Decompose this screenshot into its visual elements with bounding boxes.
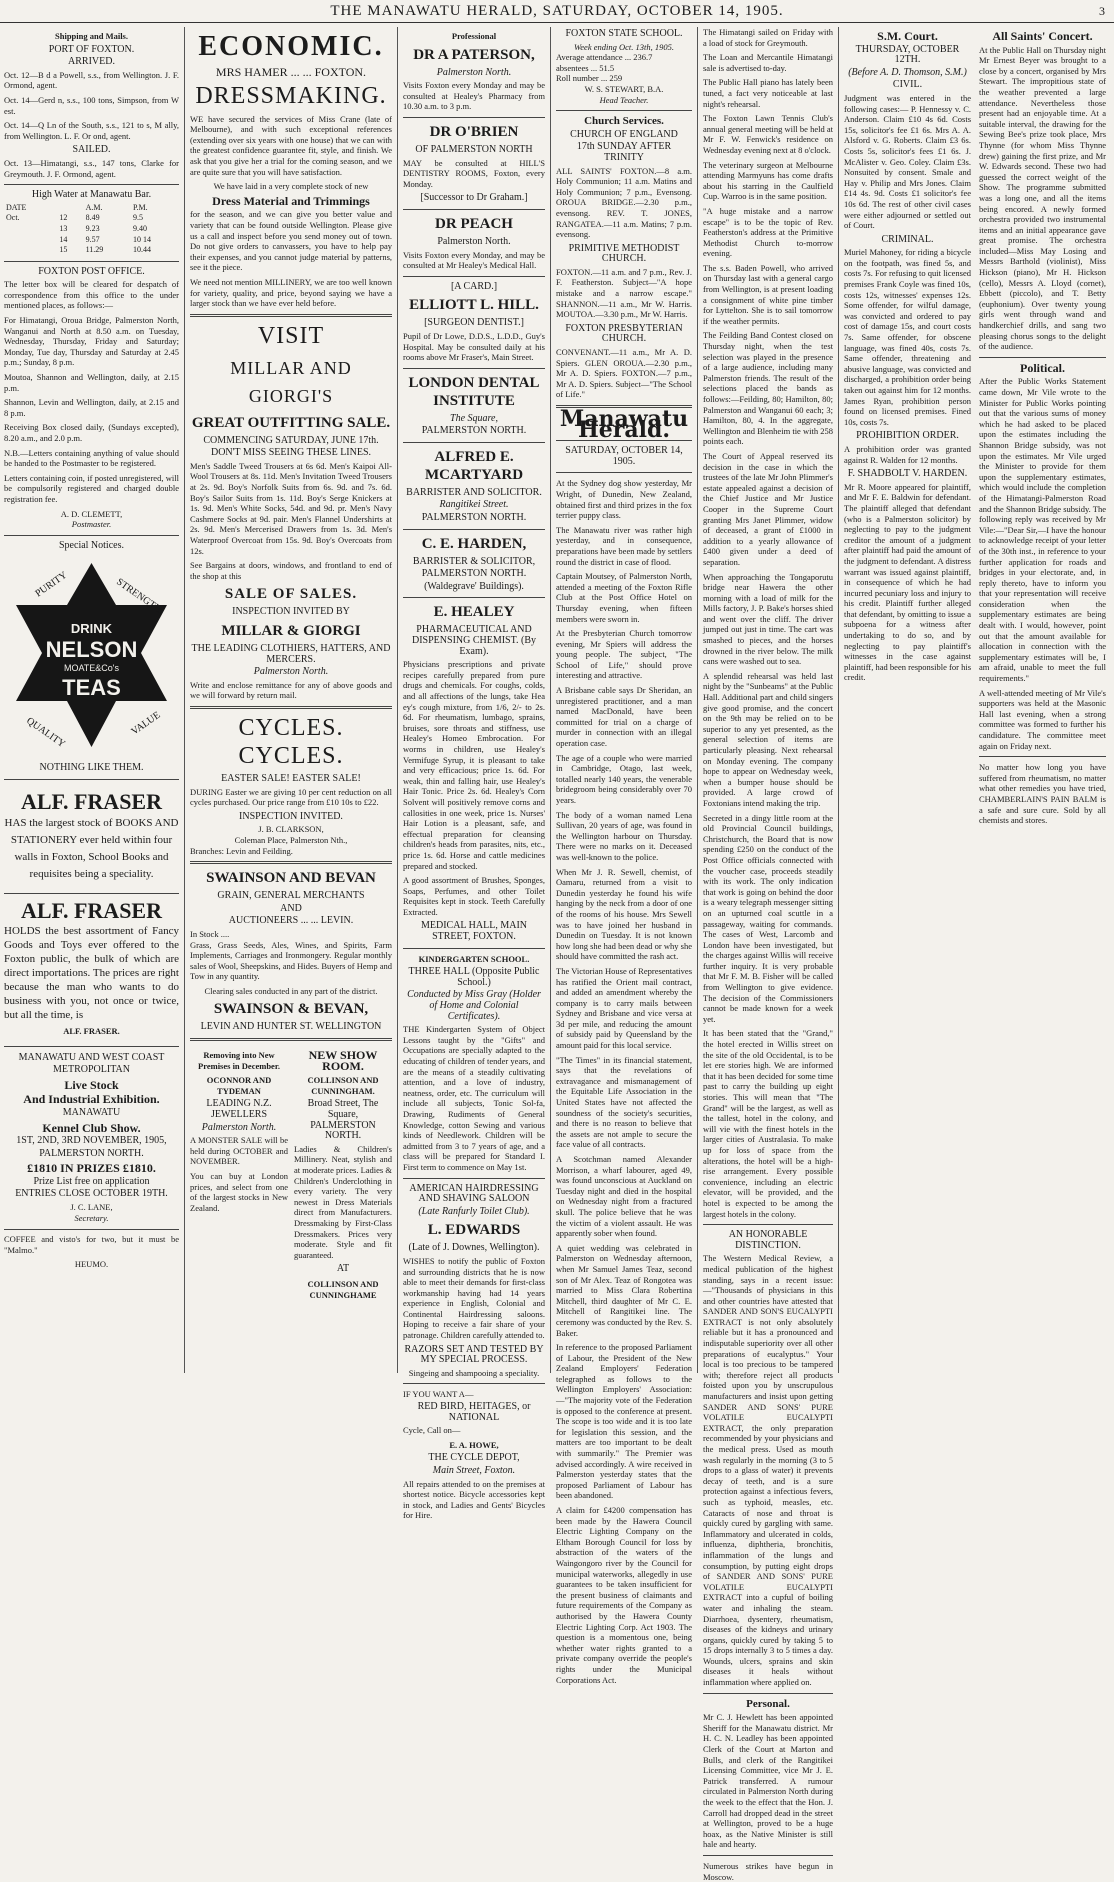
- razors: RAZORS SET AND TESTED BY MY SPECIAL PROCESS.: [404, 1343, 544, 1366]
- kindergarten-hall: THREE HALL (Opposite Public School.): [408, 966, 540, 988]
- london-address: The Square,: [450, 412, 498, 424]
- news-item: The age of a couple who were married in Cambridge, Otago, last week, totalled nearly 140 years, the venerable bridegroom being considerably over 70 years.: [556, 752, 692, 805]
- kennel-show: Kennel Club Show.: [42, 1120, 141, 1135]
- honorable-text: The Western Medical Review, a medical publication of the highest standing, says in a recent issue:—"Thousands of physicians in this and other countries have attested that SANDER AND SON'S EUCALYPTI EXTRACT is not only absolutely reliable but it has a pronounced and indisputable superiority over all other preparations of eucalyptus." Your local is too precious to be tampered with; therefore reject all products foisted upon you by unscrupulous manufacturers and insist upon getting SANDER AND SONS' PURE VOLATILE EUCALYPTI EXTRACT, the only preparation recommended by your physicians and the medical press. Used as mouth wash regularly in the morning (3 to 5 drops to a glass of water) it prevents decay of teeth, and is a sure protection against a infectious fevers, such as typhoid, measles, etc. Cataracts of nose and throat is quickly cured by gargling with same. Inflammatory and ulcerated in colds, influenza, diphtheria, bronchitis, inflammation of the lungs and consumption, by putting eight drops of SANDER AND SONS' PURE VOLATILE EUCALYPTI EXTRACT into a cupful of boiling water and inhaling the steam. Diarrhoea, dysentery, rheumatism, diseases of the kidneys and urinary organs, quickly cured by taking 5 to 15 drops internally 3 to 5 times a day. Wounds, ulcers, sprains and skin diseases it heals without inflammation where applied on.: [703, 1253, 833, 1688]
- paterson: DR A PATERSON,: [413, 46, 535, 63]
- connor-ad: [190, 1046, 288, 1303]
- healey-text: Physicians prescriptions and private recipes carefully prepared from pure drugs and chemicals. For coughs, colds, and all affections of the lungs, take Hea ey's cough mixture, from 1/6, 2/- to 2s. 6d. For rheumatism, lumbago, sprains, bruises, sore throats and stiffness, use Healey's Homeo Embrocation. For worms in children, use Healey's Vermifuge Syrup, it is pleasant to take and very efficacious; price 1s. 6d. For weak, thin and falling hair, use Healey's Hair Tonic. Price 2s. 6d. Healey's Corn Solvent will positively remove corns and callosities in one week, price 1s. Nurses' Hair Lotion is a pleasant, safe, and effectual preparation for cleansing children's heads from parasites, nits, etc., price 1s. 6d. Horse and cattle medicines prepared and stocked.: [403, 659, 545, 871]
- in-stock: In Stock ....: [190, 928, 230, 939]
- clarkson: J. B. CLARKSON,: [258, 824, 324, 835]
- obrien: DR O'BRIEN: [429, 123, 519, 140]
- tide-cell: 10.44: [132, 245, 151, 255]
- millar-giorgi: MILLAR & GIORGI: [221, 623, 361, 639]
- news-item: The Public Hall piano has lately been tuned, a fact very noticeable at last night's rehearsal.: [703, 77, 833, 109]
- cycles-title: CYCLES. CYCLES.: [238, 714, 344, 769]
- post-office-heading: FOXTON POST OFFICE.: [38, 265, 145, 277]
- political-text: After the Public Works Statement came down, Mr Vile wrote to the Minister for Public Works pointing out that the various sums of money which he had asked to be placed upon the estimates including the Shannon Bridge subsidy, was not upon the estimates. Mr Vile urged the Minister to provide for them upon the supplementary estimates, which would include the completion of the Himatangi-Palmerston Road and the Shannon Bridge subsidy. The following reply was received by Mr Vile:—"Dear Sir,—I have the honour to acknowledge receipt of your letter of the 30th inst., in reference to your further application for roads and bridges in your electorate, and, in reply thereto, have to inform you that your representation will receive consideration when the supplementary estimates are being dealt with. I would, however, point out that the amount available for allocation in connection with the supplementary estimates will be, I am afraid, unable to meet the full requirements.": [979, 376, 1107, 684]
- column-2: [186, 27, 396, 1373]
- column-5: [699, 27, 837, 1882]
- swainson-bevan-sub: LEVIN AND HUNTER ST. WELLINGTON: [200, 1021, 382, 1033]
- news-item: A Brisbane cable says Dr Sheridan, an unregistered practitioner, and a man named MacDonald, have been committed for trial on a charge of murder in connection with an illegal operation case.: [556, 685, 692, 749]
- personal-heading: Personal.: [746, 1697, 790, 1710]
- kennel-sub: MANAWATU: [62, 1106, 121, 1118]
- table-row: [4, 224, 179, 235]
- dressmaking-title: DRESSMAKING.: [195, 82, 387, 109]
- school-teacher: W. S. STEWART, B.A.: [584, 83, 664, 94]
- post-text-1: The letter box will be cleared for despatch of correspondence from this office to the under mentioned places, as follows:—: [4, 279, 179, 311]
- news-item: The Manawatu river was rather high yesterday, and in consequence, preparations have been made by settlers round the district in case of flood.: [556, 524, 692, 567]
- millinery-text: We need not mention MILLINERY, we are too well known for variety, quality, and price, beyond saying we have a larger stock than we have ever held before.: [190, 276, 392, 309]
- hairdressing-late: (Late Ranfurly Toilet Club).: [418, 1205, 530, 1217]
- prohibition-text: A prohibition order was granted against R. Walden for 12 months.: [844, 443, 971, 465]
- news-item: When Mr J. R. Sewell, chemist, of Oamaru, returned from a visit to Dunedin yesterday he found his wife hanging by the neck from a door of one of the rooms of his house. Mrs Sewell was to have joined her husband in Dunedin on Tuesday. It is not known how long she had been dead or why she should have committed the rash act.: [556, 866, 692, 962]
- tide-header-day: [57, 203, 83, 214]
- easter-sale: EASTER SALE! EASTER SALE!: [221, 772, 361, 784]
- news-item: The Foxton Lawn Tennis Club's annual general meeting will be held at Mr F. W. Fenwick's residence on Wednesday evening next at 8 o'clock.: [703, 113, 833, 155]
- star-logo-icon: [4, 557, 179, 757]
- masthead: [0, 0, 1114, 23]
- column-1: [0, 27, 183, 1373]
- healey-sub: PHARMACEUTICAL AND DISPENSING CHEMIST. (By Exam).: [412, 624, 536, 657]
- star-line-nelson: NELSON: [45, 637, 138, 663]
- edwards: L. EDWARDS: [427, 1222, 521, 1239]
- page-number: 3: [1099, 4, 1106, 18]
- healey-assortment: A good assortment of Brushes, Sponges, Soaps, Perfumes, and other Toilet Requisites kept in stock. Teeth Carefully Extracted.: [403, 875, 545, 917]
- post-text-7: Letters containing coin, if posted unregistered, will be compulsorily registered and charged double registration fee.: [4, 472, 179, 504]
- sale-lines: Men's Saddle Tweed Trousers at 6s 6d. Men's Kaipoi All-Wool Trousers at 8s. 11d. Men's Invitation Tweed Trousers at 2s. 9d. Boy's Norfolk Suits from 6s. 9d. and 7s. 6d. Boy's Sailor Suits from 1s. 11d. Boy's Serge Knickers at 1s. 9d. Men's White Socks, 54d. and 9d. pr. Men's Navy Cashmere Socks at 9d. pair. Men's Flannel Undershirts at 2s. 9d. Men's Mercerised Drawers from 1s. 3d. Men's Waterproof Overcoat from 15s. 9d. Boy's Overcoats from 12s.: [190, 460, 392, 556]
- nelson-tea-logo: [4, 557, 179, 757]
- moscow-item: Numerous strikes have begun in Moscow.: [703, 1860, 833, 1882]
- easter-text: DURING Easter we are giving 10 per cent reduction on all cycles purchased. Our price range from £10 10s to £22.: [190, 786, 392, 808]
- fraser-books-ad: [4, 785, 179, 894]
- tide-cell: 9.40: [132, 223, 147, 233]
- great-sale: GREAT OUTFITTING SALE.: [191, 414, 391, 431]
- sailing-1: Oct. 13—Himatangi, s.s., 147 tons, Clarke for Greymouth. J. F. Ormond, agent.: [4, 157, 179, 179]
- post-text-5: Receiving Box closed daily, (Sundays excepted), 8.20 a.m., and 2.0 p.m.: [4, 422, 179, 443]
- school-absent: absentees ... 51.5: [556, 62, 615, 73]
- all-saints-heading: All Saints' Concert.: [992, 29, 1093, 43]
- table-row: [4, 235, 179, 246]
- howe-sub: THE CYCLE DEPOT,: [428, 1452, 520, 1464]
- herald-date: SATURDAY, OCTOBER 14, 1905.: [565, 445, 683, 467]
- news-item: A splendid rehearsal was held last night by the "Sunbeams" at the Public Hall. Additional part and child singers give good promise, and the concert on the 9th may be relied on to be superior to any yet presented, as the general selection of items are particularly pleasing. Next rehearsal on Monday evening. The company hope to appear on Wednesday week, when a bumper house should be provided. A large crowd of Foxtonians intend making the trip.: [703, 670, 833, 808]
- tide-heading: High Water at Manawatu Bar.: [31, 189, 152, 201]
- collinson-ad: [294, 1046, 392, 1303]
- london-dental: LONDON DENTAL INSTITUTE: [408, 374, 540, 409]
- millar-title: MILLAR AND GIORGI'S: [230, 357, 352, 406]
- news-item: Captain Moutsey, of Palmerston North, attended a meeting of the Foxton Rifle Club at the Post Office Hotel on Thursday evening, when fifteen members were sworn in.: [556, 571, 692, 624]
- edwards-text: WISHES to notify the public of Foxton and surrounding districts that he is now able to meet their demands for first-class workmanship having had 14 years experience in English, Colonial and Continental Hairdressing saloons. Hoping to receive a fair share of your patronage. Children carefully attended to.: [403, 1255, 545, 1341]
- dress-stock: We have laid in a very complete stock of new: [213, 181, 369, 192]
- harden: C. E. HARDEN,: [421, 535, 527, 552]
- table-row: [4, 245, 179, 256]
- star-line-teas: TEAS: [62, 675, 121, 701]
- dont-miss: DON'T MISS SEEING THESE LINES.: [210, 447, 372, 459]
- news-item: Secreted in a dingy little room at the old Provincial Council buildings, Christchurch, the Board that is now spending £250 on the conduct of the Post Office officials connected with the voucher case, proceeds steadily with its work. The only indication that work is going on behind the door is a weary telegraph messenger sitting on an upturned coal scuttle in a passageway, waiting for commands. The cases of West, Larcomb and London have been investigated, but the charges against Willis will receive further inquiry. It is very probable that Mr F. M. B. Fisher will be called from Wellington to give evidence. The decision of the Commissioners cannot be made known for a week yet.: [703, 812, 833, 1024]
- tide-cell: [4, 224, 57, 235]
- want-heading: IF YOU WANT A—: [403, 1389, 474, 1400]
- connor-place: Palmerston North.: [201, 1121, 277, 1133]
- dress-material: Dress Material and Trimmings: [212, 193, 370, 208]
- port-heading: PORT OF FOXTON.: [48, 43, 135, 55]
- fraser-goods-text: HOLDS the best assortment of Fancy Goods and Toys ever offered to the Foxton public, the bulk of which are direct importations. The prices are right because the man who wants to do business with you, not once or twice, but all the time, is: [4, 924, 179, 1021]
- news-item: The Loan and Mercantile Himatangi sale is advertised to-day.: [703, 52, 833, 73]
- card-label: [A CARD.]: [450, 280, 498, 292]
- monster-sale: A MONSTER SALE will be held during OCTOBER and NOVEMBER.: [190, 1135, 288, 1167]
- news-item: "The Times" in its financial statement, says that the revelations of extravagance and mismanagement of the Equitable Life Association in the United States have not affected the soundness of the society's securities, and there is no reason to believe that the assets are not ample to secure the face value of all contracts.: [556, 1054, 692, 1150]
- singeing: Singeing and shampooing a speciality.: [408, 1367, 540, 1378]
- tide-cell: 9.5: [132, 213, 143, 223]
- school-head: Head Teacher.: [599, 94, 649, 105]
- political-heading: Political.: [1020, 360, 1065, 375]
- honorable-heading: AN HONORABLE DISTINCTION.: [728, 1229, 808, 1251]
- church-sub: CHURCH OF ENGLAND: [570, 128, 678, 140]
- assoc-metropolitan: METROPOLITAN: [53, 1064, 130, 1076]
- church-heading: Church Services.: [584, 115, 664, 128]
- criminal-text: Muriel Mahoney, for riding a bicycle on the footpath, was fined 5s, and costs 7s. For refusing to quit licensed premises Frank Coyle was fined 10s, costs 12s, witnesses' expenses 12s. Some offender, for wilful damage, was convicted and ordered to pay cost of damage 15s, and court costs 7s. Same offender, for obscene language, was fined 40s, costs 7s. Same offender, threatening and abusive language, was convicted and discharged, a prohibition order being taken out against him for 12 months. James Ryan, prohibition person found on licensed premises. Fined 10s, costs 7s.: [844, 247, 971, 427]
- obrien-successor: [Successor to Dr Graham.]: [420, 192, 528, 204]
- star-arc-bottom-left: QUALITY: [24, 715, 67, 751]
- shadbolt-text: Mr R. Moore appeared for plaintiff, and Mr F. E. Baldwin for defendant. The plaintiff alleged that defendant (who is a Palmerston solicitor) by neglecting to pay to the judgment creditor the amount of a judgment after plaintiff had paid the amount of the judgment to defendant. A distress warrant was issued against plaintiff, in consequence of which he had incurred pecuniary loss and injury to his credit. Plaintiff further alleged that defendant, by omitting to issue a subpoena for a witness after undertaking to do so, and by neglecting to pay plaintiff's witnesses in the case against plaintiff, had been responsible for his credit.: [844, 481, 971, 683]
- bottom-ads-row: [190, 1046, 392, 1303]
- news-item: "A huge mistake and a narrow escape" is to be the topic of Rev. Featherston's address at the Primitive Methodist Church to-morrow evening.: [703, 205, 833, 259]
- healey: E. HEALEY: [433, 604, 515, 621]
- swainson-bevan: SWAINSON & BEVAN,: [213, 1001, 369, 1018]
- howe-address: Main Street, Foxton.: [432, 1465, 516, 1476]
- tide-cell: 14: [59, 234, 68, 244]
- peach-place: Palmerston North.: [437, 235, 511, 247]
- tide-cell: 12: [59, 213, 68, 223]
- criminal-heading: CRIMINAL.: [881, 233, 934, 245]
- news-item: The Victorian House of Representatives has ratified the Orient mail contract, and added an amendment whereby the company is to carry mails between Sydney and Brisbane and vice versa at 3d per mile, and reducing the amount of subsidy paid by Queensland by the amount paid for this local service.: [556, 965, 692, 1051]
- inspection-invited: INSPECTION INVITED.: [239, 810, 343, 822]
- tide-cell: 11.29: [85, 245, 104, 255]
- postmaster-title: Postmaster.: [71, 519, 112, 530]
- fraser-name-1: ALF. FRASER: [21, 788, 162, 814]
- mcartyard: ALFRED E. MCARTYARD: [424, 448, 524, 483]
- edwards-late: (Late of J. Downes, Wellington).: [408, 1242, 540, 1254]
- church-sunday: 17th SUNDAY AFTER TRINITY: [576, 141, 672, 163]
- obrien-text: MAY be consulted at HILL'S DENTISTRY ROOMS, Foxton, every Monday.: [403, 157, 545, 189]
- news-item: The Feilding Band Contest closed on Thursday night, when the test selection was played in the presence of a large audience, including many Palmerston friends. The result of the selections placed the bands as follows:—Feilding, 80; Hamilton, 80; Palmerston and Wanganui 60 each; 3; Hamilton, 80, 4. In the aggregate, Wellington and Blenheim tie with 258 points each.: [703, 330, 833, 447]
- column-4: [552, 27, 696, 1685]
- news-item: A Scotchman named Alexander Morrison, a wharf labourer, aged 49, was found unconscious at Auckland on Tuesday night and died in the hospital on Wednesday night from a fractured skull. The police believe that he was the victim of a violent assault. He was apparently sober when found.: [556, 1154, 692, 1239]
- column-6-right: [979, 27, 1106, 830]
- coffee-ad: COFFEE and visto's for two, but it must be "Malmo.": [4, 1234, 179, 1255]
- collinson-text: Ladies & Children's Millinery. Neat, stylish and at moderate prices. Ladies & Children's Underclothing in every variety. The very newest in Dress Materials direct from Manufacturers. Dressmaking by First-Class Dressmakers. Prices very moderate. Style and fit guaranteed.: [294, 1143, 392, 1260]
- mg-sub: THE LEADING CLOTHIERS, HATTERS, AND MERCERS.: [191, 643, 391, 665]
- star-line-drink: DRINK: [70, 621, 113, 637]
- tide-header-am: A.M.: [85, 202, 103, 212]
- professional-heading: Professional: [451, 31, 497, 41]
- arrival-1: Oct. 12—B d a Powell, s.s., from Wellington. J. F. Ormond, agent.: [4, 69, 179, 91]
- civil-heading: CIVIL.: [892, 79, 923, 91]
- clarkson-address: Coleman Place, Palmerston Nth.,: [234, 834, 348, 845]
- closing-ad: No matter how long you have suffered from rheumatism, no matter what other remedies you have tried, CHAMBERLAIN'S PAIN BALM is a safe and sure cure. Sold by all chemists and stores.: [979, 762, 1106, 826]
- star-arc-left: PURITY: [33, 570, 70, 600]
- sale-of-sales: SALE OF SALES.: [224, 586, 358, 603]
- hamer-line: MRS HAMER ... ... FOXTON.: [215, 65, 367, 79]
- news-item: A quiet wedding was celebrated in Palmerston on Wednesday afternoon, when Mr Samuel James Teaz, second son of Mr Alex. Teaz of Rongotea was married to Miss Clara Robertina Mitchell, third daughter of Mr C. E. Mitchell of Rangitikei line. The ceremony was conducted by the Rev. S. Baker.: [556, 1242, 692, 1338]
- herald-masthead: Manawatu Herald.: [559, 406, 689, 443]
- removing: Removing into New Premises in December.: [198, 1050, 280, 1071]
- paterson-place: Palmerston North.: [436, 66, 512, 78]
- howe: E. A. HOWE,: [449, 1439, 499, 1450]
- methodist-text: FOXTON.—11 a.m. and 7 p.m., Rev. J. F. Featherston. Subject—"A hope mistake and a narrow escape." SHANNON.—11 a.m., Mr W. Harris. MOUTOA.—3.30 p.m., Mr W. Harris.: [556, 266, 692, 320]
- school-average: Average attendance ... 236.7: [556, 52, 653, 63]
- hairdressing: AMERICAN HAIRDRESSING AND SHAVING SALOON: [409, 1182, 539, 1205]
- fraser-name-2: ALF. FRASER: [21, 897, 162, 923]
- tide-cell: 8.49: [85, 213, 100, 223]
- school-week: Week ending Oct. 13th, 1905.: [573, 41, 674, 52]
- harden-place: PALMERSTON NORTH.: [421, 568, 527, 580]
- table-row: [4, 213, 179, 224]
- auctioneers: AUCTIONEERS ... ... LEVIN.: [228, 915, 354, 927]
- bargains: See Bargains at doors, windows, and frontland to end of the shop at this: [190, 560, 392, 581]
- news-item: The veterinary surgeon at Melbourne attending Marmyuns has come drafts about his starring in the Caulfield Cup. Warroo is in the same position.: [703, 159, 833, 202]
- news-item: It has been stated that the "Grand," the hotel erected in Willis street on the site of the old Occidental, is to be let ere stories high. We are informed that it has been decided for some time past to carry the building up eight stories. This will mean that "The Grand" will be the largest, as well as the tallest, hotel in the colony, and will vie with the finest hotels in the larger cities of Australasia. To make up for loss of space from the alterations, the hotel will be a high-rise arrangement. Every possible convenience, including an electric elevator, will be provided, and the hotel is expected to be among the largest hotels in the colony.: [703, 1028, 833, 1219]
- want-items: RED BIRD, HEITAGES, or NATIONAL: [417, 1401, 531, 1423]
- column-6: [840, 27, 1114, 1373]
- fraser-books-text: HAS the largest stock of BOOKS AND STATIONERY ever held within four walls in Foxton, School Books and requisites being a speciality.: [4, 816, 179, 880]
- news-item: At the Presbyterian Church tomorrow evening, Mr Spiers will address the young people. The subject, "The School of Life," should prove interesting and attractive.: [556, 628, 692, 681]
- shadbolt-heading: F. SHADBOLT V. HARDEN.: [847, 468, 968, 480]
- hill-sub: [SURGEON DENTIST.]: [424, 317, 524, 329]
- masthead-title: THE MANAWATU HERALD, SATURDAY, OCTOBER 14, 1905.: [330, 3, 784, 19]
- news-item: The s.s. Baden Powell, who arrived on Thursday last with a general cargo from Wellington, is at present loading a consignment of white pine timber for Lyttelton. She is to sail tomorrow if the weather permits.: [703, 262, 833, 326]
- exhibition-ad: [4, 1047, 179, 1231]
- collinson-address: Broad Street, The Square, PALMERSTON NORTH.: [307, 1098, 379, 1142]
- arrival-3: Oct. 14—Q Ln of the South, s.s., 121 to s, M ally, from Wellington. L. F. Or ond, agent.: [4, 120, 179, 141]
- post-text-3: Moutoa, Shannon and Wellington, daily, at 2.15 p.m.: [4, 372, 179, 393]
- postmaster-name: A. D. CLEMETT,: [60, 508, 123, 519]
- want-cycle: Cycle, Call on—: [403, 1425, 461, 1436]
- peach: DR PEACH: [435, 215, 513, 232]
- assoc-live-stock: Live Stock: [64, 1077, 119, 1092]
- monster-text: You can buy at London prices, and select from one of the largest stocks in New Zealand.: [190, 1171, 288, 1213]
- presbyterian-text: CONVENANT.—11 a.m., Mr A. D. Spiers. GLEN OROUA.—2.30 p.m., Mr A. D. Spiers. FOXTON.—7 p.m., Mr A. D. Spiers. Subject—"The School of Life.": [556, 347, 692, 400]
- tide-cell: [4, 235, 57, 246]
- tide-table: [4, 203, 179, 256]
- post-text-4: Shannon, Levin and Wellington, daily, at 2.15 and 8 p.m.: [4, 397, 179, 418]
- column-6-split: [844, 27, 1106, 830]
- mcartyard-address: Rangitikei Street.: [439, 499, 509, 511]
- visit-title: VISIT: [257, 322, 325, 349]
- mg-place: Palmerston North.: [253, 666, 329, 678]
- school-roll: Roll number ... 259: [556, 73, 623, 84]
- tide-header-row: [4, 203, 179, 214]
- post-text-6: N.B.—Letters containing anything of value should be handed to the Postmaster to be registered.: [4, 447, 179, 469]
- tide-cell: 10 14: [132, 234, 151, 244]
- special-notices-heading: Special Notices.: [59, 539, 124, 551]
- harden-sub: BARRISTER & SOLICITOR,: [412, 555, 536, 567]
- tide-cell: 13: [59, 223, 68, 233]
- shipping-heading: Shipping and Mails.: [55, 31, 128, 41]
- nothing-like-them: NOTHING LIKE THEM.: [39, 762, 144, 774]
- column-3: [399, 27, 549, 1521]
- court-before: (Before A. D. Thomson, S.M.): [848, 66, 967, 78]
- swainson-title: SWAINSON AND BEVAN: [206, 870, 376, 887]
- secretary-title: Secretary.: [74, 1212, 109, 1223]
- collinson-name: COLLINSON AND CUNNINGHAM.: [307, 1075, 379, 1096]
- church-text: ALL SAINTS' FOXTON.—8 a.m. Holy Communion; 11 a.m. Matins and Holy Communion; 7 p.m., Evensong. OROUA BRIDGE.—2.30 p.m., evensong. REV. T. JONES, RANGATEA.—11 a.m. Matins; 7 p.m. evensong.: [556, 165, 692, 240]
- post-text-2: For Himatangi, Oroua Bridge, Palmerston North, Wanganui and North at 8.50 a.m. on Tuesday, Wednesday, Thursday, Friday and Saturday; Monday, Tue day, Thursday and Saturday at 2.45 p.m.; Sunday, 8 p.m.: [4, 315, 179, 368]
- new-show-room: NEW SHOW ROOM.: [308, 1048, 378, 1073]
- star-arc-right: STRENGTH: [114, 576, 164, 616]
- all-saints-text: At the Public Hall on Thursday night Mr Ernest Beyer was brought to a close by a concert, organised by Mrs Stewart. The impropitious state of the weather prevented a large attendance. Nevertheless those present had an enjoyable time. At a suitable interval, the drawing for the Sewing Bee's prize took place, Mrs Thynne (for whom Miss Thynne drew) gaining the first prize, and Mr W. Edwards second. These two had guessed the correct weight of the Show. The programme submitted was a long one, and all the items being encored. A newly formed orchestra provided two instrumental items and an initial appearance gave great promise. The orchestra included—Miss May Losing and Messrs Barthold (violinist), Miss Hickson (piano), Mr H. Hickson (cello), Messrs A. Lloyd (cornet), Ebbett (piccolo), and T. Betty (euphonium). Over twenty young girls went through wand and handkerchief drills, and sang two pleasing chorus songs to the delight of the audience.: [979, 44, 1106, 352]
- hill-text: Pupil of Dr Lowe, D.D.S., L.D.D., Guy's Hospital. May be consulted daily at his rooms above Mr Fraser's, Main Street.: [403, 330, 545, 363]
- news-item: When approaching the Tongaporutu bridge near Hawera the other morning with a load of milk for the Mills factory, J. P. Bake's horses shied and went over the cliff. The driver jumped out just in time. The cart was smashed to pieces, and the horses drowned in the river below. The milk cans were washed out to sea.: [703, 571, 833, 667]
- court-heading: S.M. Court.: [877, 29, 938, 43]
- meeting-text: A well-attended meeting of Mr Vile's supporters was held at the Masonic Hall last evening, when a strong committee was formed to further his candidature. The committee meet again on Friday next.: [979, 687, 1106, 751]
- secretary-name: J. C. LANE,: [70, 1202, 113, 1213]
- branches: Branches: Levin and Feilding.: [190, 845, 293, 856]
- tide-header-date: DATE: [6, 202, 27, 212]
- economic-title: ECONOMIC.: [198, 31, 384, 62]
- collinson-name-2: COLLINSON AND CUNNINGHAME: [307, 1278, 379, 1300]
- star-arc-bottom-right: VALUE: [129, 710, 163, 738]
- tide-cell: 15: [59, 245, 68, 255]
- tide-cell: [4, 245, 57, 256]
- news-item: In reference to the proposed Parliament of Labour, the President of the New Zealand Employers' Federation telegraphed as follows to the Wellington Employers' Association:—"The majority vote of the Federation is opposed to the conference at present. The scope is too wide and it is too late for legislation this session, and the matters are too important to be dealt with summarily." The Premier was advised accordingly. A wire received in Palmerston yesterday states that the proposed Parliament of Labour has been abandoned.: [556, 1342, 692, 1501]
- news-item: A claim for £4200 compensation has been made by the Hawera Council Electric Lighting Company on the Eltham Borough Council for loss by abstraction of the waters of the Waingongoro river by the Council for municipal waterworks, allegedly in use guarantees to be taken insufficient for the present business of claimants and future requirements of the Company as authorised by the Hawera County Electric Lighting Corp. Act 1903. The question is a momentous one, being whether water rights granted to a private company override the people's rights under the Municipal Corporations Act.: [556, 1505, 692, 1685]
- harden-buildings: (Waldegrave' Buildings).: [424, 580, 524, 592]
- connor-name: OCONNOR AND TYDEMAN: [206, 1075, 272, 1096]
- kennel-dates: 1ST, 2ND, 3RD NOVEMBER, 1905,: [16, 1135, 167, 1147]
- commencing: COMMENCING SATURDAY, JUNE 17th.: [203, 434, 379, 446]
- arrived-heading: ARRIVED.: [68, 56, 115, 68]
- kindergarten-title: KINDERGARTEN SCHOOL.: [418, 953, 530, 964]
- mg-write: Write and enclose remittance for any of above goods and we will forward by return mail.: [190, 679, 392, 701]
- civil-text: Judgment was entered in the following cases:— P. Hennessy v. C. Anderson. Claim £10 4s 6d. Costs 15s, solicitor's fee £1 6s. Mrs A. A. Alsford v. G. Roberts. Claim £3 6s. Costs 5s, solicitor's fees £1 6s. J. McAlister v. Geo. Coley. Claim £3s. Nonsuited by consent. Smale and Hay v. Philip and Mrs Jones. Claim £14 4s. 9d. Costs £1 solicitor's fee 10s 6d. The rest of other civil cases were either adjourned or settled out of Court.: [844, 92, 971, 231]
- mcartyard-place: PALMERSTON NORTH.: [421, 512, 527, 524]
- stock-text: Grass, Grass Seeds, Ales, Wines, and Spirits, Farm Implements, Carriages and Ironmongery. Regular monthly sales of Wool, Sheepskins, and Hides. Buyers of Hemp and Tow in any quantity.: [190, 939, 392, 982]
- tide-cell: Oct.: [6, 213, 20, 223]
- peach-text: Visits Foxton every Monday, and may be consulted at Mr Healey's Medical Hall.: [403, 249, 545, 271]
- entries-close: ENTRIES CLOSE OCTOBER 19TH.: [15, 1188, 168, 1200]
- presbyterian-heading: FOXTON PRESBYTERIAN CHURCH.: [565, 322, 683, 345]
- column-6-left: [844, 27, 971, 830]
- news-item: The Court of Appeal reserved its decision in the case in which the trustees of the late Mr John Plimmer's estate appealed against a decision of the Chief Justice and Mr Justice Cooper in the Supreme Court granting Mrs Janet Plimmer, widow of deceased, a grant of £1000 in addition to a yearly allowance of £400 given under a deed of separation.: [703, 450, 833, 567]
- school-heading: FOXTON STATE SCHOOL.: [565, 28, 683, 39]
- tide-header-pm: P.M.: [132, 202, 148, 212]
- personal-text: Mr C. J. Hewlett has been appointed Sheriff for the Manawatu district. Mr H. C. N. Leadley has been appointed Clerk of the Court at Marton and Bulls, and clerk of the Rangitikei Licensing Committee, vice Mr J. E. Patrick transferred. A rumour circulated in Palmerston North during the week to the effect that the Hon. J. Carroll had dropped dead in the street at Wellington, proved to be a huge hoax, as the Native Minister is still hale and hearty.: [703, 1712, 833, 1850]
- kennel-place: PALMERSTON NORTH.: [39, 1147, 144, 1159]
- connor-sub: LEADING N.Z. JEWELLERS: [206, 1098, 272, 1121]
- dress-text-2: for the season, and we can give you better value and variety that can be found outside Wellington. Please give us a call and inspect before you send money out of town. Do not give orders to canvassers, you have to help pay their expenses, and you cannot judge material by patterns, see it the piece.: [190, 209, 392, 273]
- medical-hall: MEDICAL HALL, MAIN STREET, FOXTON.: [420, 920, 527, 943]
- fraser-goods-ad: [4, 894, 179, 1047]
- howe-text: All repairs attended to on the premises at shortest notice. Bicycle accessories kept in stock, and Ladies and Gents' Bicycles for Hire.: [403, 1478, 545, 1521]
- sailed-heading: SAILED.: [72, 144, 111, 156]
- news-item: The body of a woman named Lena Sullivan, 20 years of age, was found in the Wellington harbour on Thursday. There were no marks on it. Deceased was well-known to the police.: [556, 809, 692, 862]
- inspection-invited-by: INSPECTION INVITED BY: [232, 606, 350, 618]
- mcartyard-sub: BARRISTER AND SOLICITOR.: [406, 486, 542, 498]
- assoc-title: MANAWATU AND WEST COAST: [18, 1051, 165, 1063]
- hill: ELLIOTT L. HILL.: [409, 297, 539, 314]
- grain-merchants: GRAIN, GENERAL MERCHANTS: [217, 890, 365, 902]
- star-line-moate: MOATE&Co's: [63, 663, 120, 674]
- assoc-exhibition: And Industrial Exhibition.: [23, 1092, 160, 1107]
- prohibition-heading: PROHIBITION ORDER.: [856, 430, 959, 442]
- at-word: AT: [336, 1263, 350, 1275]
- clearing-sales: Clearing sales conducted in any part of the district.: [204, 985, 378, 996]
- kindergarten-conductor: Conducted by Miss Gray (Holder of Home and Colonial Certificates).: [407, 989, 541, 1022]
- heumo: HEUMO.: [74, 1259, 109, 1270]
- arrival-2: Oct. 14—Gerd n, s.s., 100 tons, Simpson, from W est.: [4, 94, 179, 116]
- news-item: At the Sydney dog show yesterday, Mr Wright, of Dunedin, New Zealand, obtained first and third prizes in the fox terrier puppy class.: [556, 478, 692, 521]
- and-word: AND: [280, 902, 302, 914]
- prize-list: Prize List free on application: [33, 1175, 150, 1187]
- court-date: THURSDAY, OCTOBER 12TH.: [855, 43, 960, 66]
- tide-cell: 9.23: [85, 223, 100, 233]
- news-item: The Himatangi sailed on Friday with a load of stock for Greymouth.: [703, 27, 833, 48]
- methodist-heading: PRIMITIVE METHODIST CHURCH.: [568, 242, 680, 265]
- dress-text: WE have secured the services of Miss Crane (late of Melbourne), and with such exceptional references (extending over six years with one house) that we can with the greatest confidence guarantee fit, style, and finish. We ask that you give her a trial for the coming season, and we are quite sure that you will have satisfaction.: [190, 113, 392, 177]
- london-place: PALMERSTON NORTH.: [421, 425, 527, 437]
- kindergarten-text: THE Kindergarten System of Object Lessons taught by the "Gifts" and Occupations are specially adapted to the educating of children of tender years, and are the means of a steadily cultivating attention, and a love of industry, neatness, order, etc. The curriculum will include all subjects, Tonic Sol-fa, Drawing, Rudiments of General Knowledge, cotton Sewing and various kinds of Needlework. Children will be admitted from 3 to 7 years of age, and a class will be prepared for Standard I. First term to commence on May 1st.: [403, 1024, 545, 1172]
- tide-cell: 9.57: [85, 234, 100, 244]
- fraser-sign: ALF. FRASER.: [63, 1025, 120, 1036]
- paterson-text: Visits Foxton every Monday and may be consulted at Healey's Pharmacy from 10.30 a.m. to 3 p.m.: [403, 80, 545, 112]
- prizes: £1810 IN PRIZES £1810.: [27, 1161, 156, 1176]
- obrien-place: OF PALMERSTON NORTH: [415, 143, 533, 155]
